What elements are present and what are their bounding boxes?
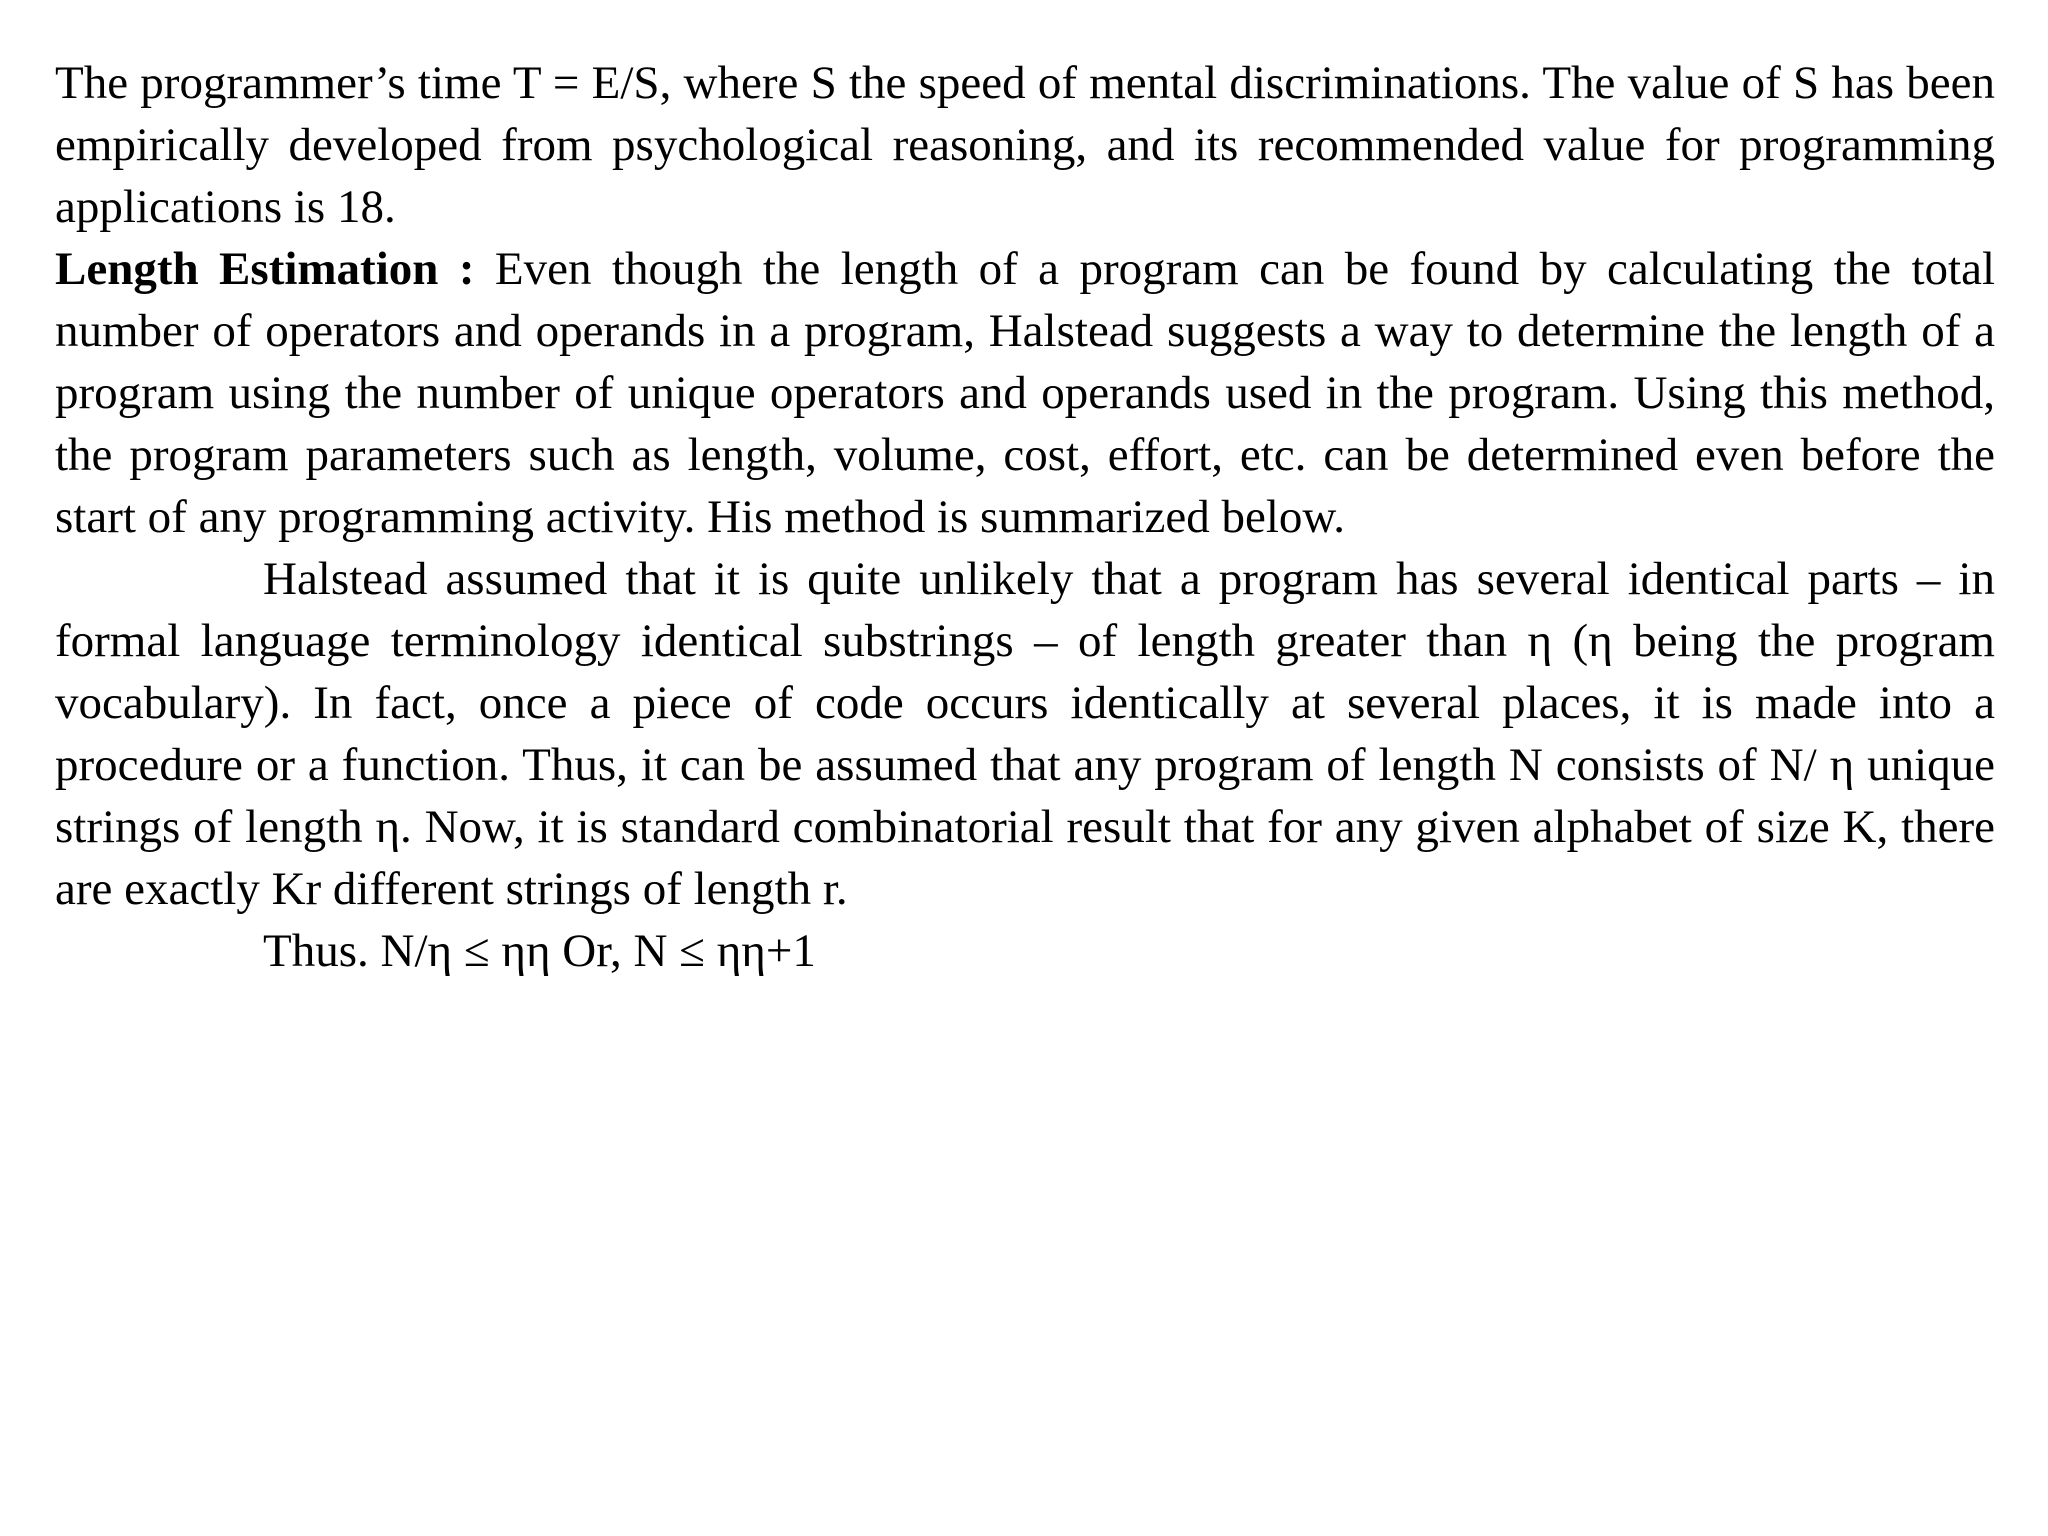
paragraph-programmer-time: The programmer’s time T = E/S, where S the speed of mental discriminations. The value of S has been empirically developed from psychological reasoning, and its recommended value for programming applications is 18. bbox=[55, 57, 1995, 233]
length-estimation-body: Even though the length of a program can be found by calculating the total number of operators and operands in a program, Halstead suggests a way to determine the length of a program using the number of unique operators and operands used in the program. Using this method, the program parameters such as length, volume, cost, effort, etc. can be determined even before the start of any programming activity. His method is summarized below. bbox=[55, 243, 1995, 543]
paragraph-length-estimation bbox=[55, 238, 1995, 548]
formula-line: Thus. N/η ≤ ηη Or, N ≤ ηη+1 bbox=[263, 925, 816, 977]
paragraph-halstead-assumption: Halstead assumed that it is quite unlikely that a program has several identical parts – in formal language terminology identical substrings – of length greater than η (η being the program vocabulary). In fact, once a piece of code occurs identically at several places, it is made into a procedure or a function. Thus, it can be assumed that any program of length N consists of N/ η unique strings of length η. Now, it is standard combinatorial result that for any given alphabet of size K, there are exactly Kr different strings of length r. bbox=[55, 553, 1995, 915]
document-page bbox=[55, 52, 1995, 982]
section-heading-length-estimation: Length Estimation : bbox=[55, 243, 475, 295]
